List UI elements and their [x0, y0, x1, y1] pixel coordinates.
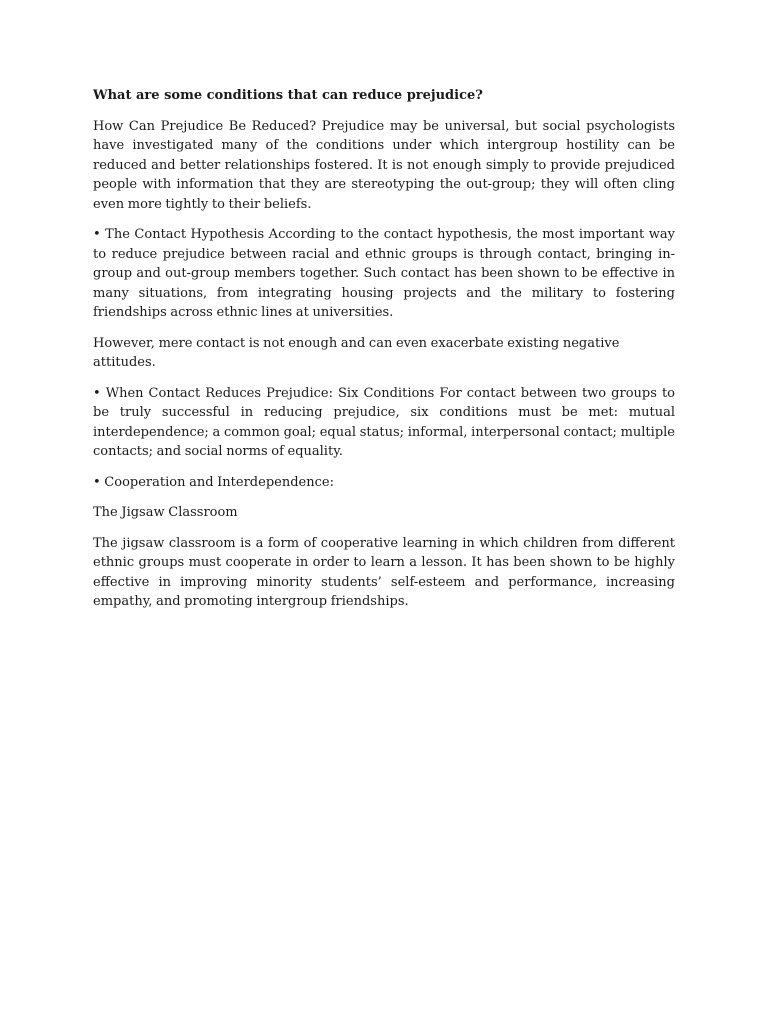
paragraph-mere-contact: However, mere contact is not enough and can even exacerbate existing negative attitudes. [93, 335, 620, 370]
paragraph-jigsaw-description: The jigsaw classroom is a form of cooperative learning in which children from different ethnic groups must cooperate in order to learn a lesson. It has been shown to be highly effective in improving minority students’ self-esteem and performance, increasing empathy, and promoting intergroup friendships. [93, 535, 675, 609]
document-content [93, 86, 675, 623]
paragraph-cooperation: • Cooperation and Interdependence: [93, 474, 334, 490]
paragraph-prejudice-reduced: How Can Prejudice Be Reduced? Prejudice may be universal, but social psychologists have investigated many of the conditions under which intergroup hostility can be reduced and better relationships fostered. It is not enough simply to provide prejudiced people with information that they are stereotyping the out-group; they will often cling even more tightly to their beliefs. [93, 118, 675, 212]
paragraph-jigsaw-title: The Jigsaw Classroom [93, 505, 238, 520]
document-heading: What are some conditions that can reduce prejudice? [93, 88, 483, 103]
paragraph-six-conditions: • When Contact Reduces Prejudice: Six Conditions For contact between two groups to be truly successful in reducing prejudice, six conditions must be met: mutual interdependence; a common goal; equal status; informal, interpersonal contact; multiple contacts; and social norms of equality. [93, 385, 675, 459]
paragraph-contact-hypothesis: • The Contact Hypothesis According to the contact hypothesis, the most important way to reduce prejudice between racial and ethnic groups is through contact, bringing in-group and out-group members together. Such contact has been shown to be effective in many situations, from integrating housing projects and the military to fostering friendships across ethnic lines at universities. [93, 227, 675, 320]
